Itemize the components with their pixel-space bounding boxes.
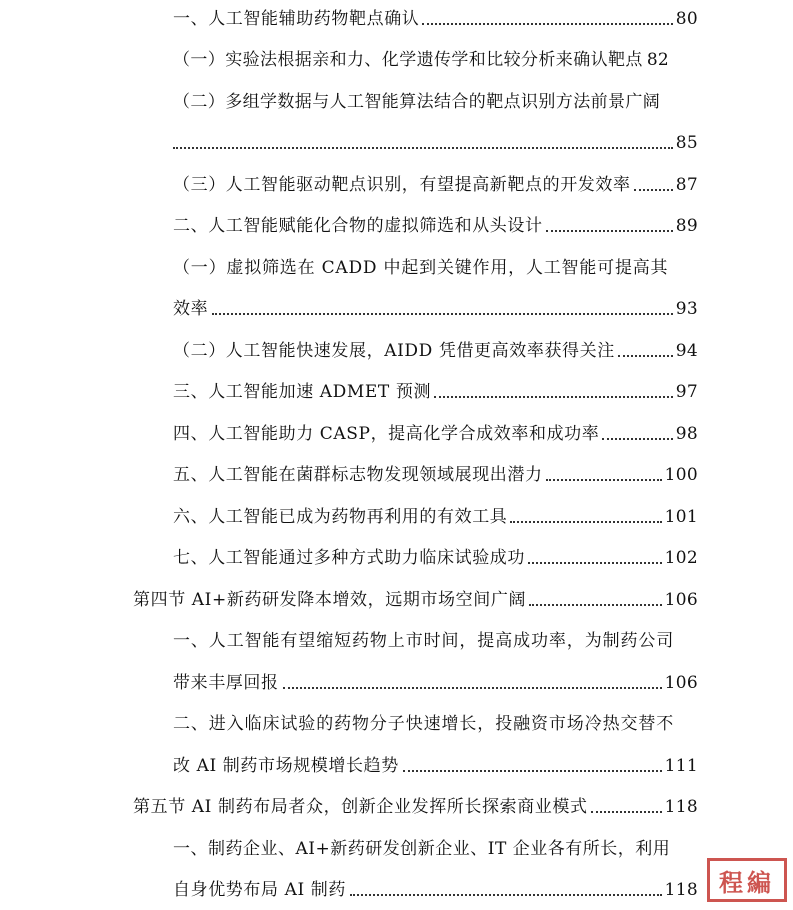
dot-leader	[434, 396, 673, 398]
dot-leader	[529, 604, 662, 606]
toc-entry-page: 87	[675, 175, 698, 195]
toc-entry[interactable]	[173, 207, 698, 237]
toc-entry-title: 改 AI 制药市场规模增长趋势	[173, 756, 399, 776]
toc-entry-page: 101	[664, 507, 698, 527]
toc-entry-page: 100	[664, 465, 698, 485]
dot-leader	[173, 147, 673, 149]
toc-entry-title: 一、人工智能辅助药物靶点确认	[173, 9, 420, 29]
dot-leader	[546, 230, 673, 232]
toc-entry-continuation[interactable]	[173, 747, 698, 777]
toc-entry-title: 七、人工智能通过多种方式助力临床试验成功	[173, 548, 525, 568]
toc-entry-title: （三）人工智能驱动靶点识别，有望提高新靶点的开发效率	[173, 175, 631, 195]
toc-entry[interactable]	[173, 373, 698, 403]
dot-leader	[403, 770, 662, 772]
toc-entry-title: （一）虚拟筛选在 CADD 中起到关键作用，人工智能可提高其	[173, 258, 669, 278]
toc-entry-title: 第五节 AI 制药布局者众，创新企业发挥所长探索商业模式	[133, 797, 588, 817]
toc-entry[interactable]	[173, 41, 698, 71]
toc-entry-title: 自身优势布局 AI 制药	[173, 880, 346, 900]
toc-section-entry[interactable]	[133, 788, 698, 818]
toc-entry[interactable]	[173, 249, 698, 279]
dot-leader	[212, 313, 673, 315]
toc-entry-title: 第四节 AI+新药研发降本增效，远期市场空间广阔	[133, 590, 527, 610]
toc-entry-page: 106	[664, 673, 698, 693]
toc-entry-title: 三、人工智能加速 ADMET 预测	[173, 382, 432, 402]
toc-entry-title: 一、制药企业、AI+新药研发创新企业、IT 企业各有所长，利用	[173, 839, 671, 859]
dot-leader	[528, 562, 662, 564]
toc-entry[interactable]	[173, 415, 698, 445]
toc-entry-title: 五、人工智能在菌群标志物发现领域展现出潜力	[173, 465, 543, 485]
dot-leader	[283, 687, 662, 689]
toc-entry[interactable]	[173, 622, 698, 652]
toc-entry[interactable]	[173, 830, 698, 860]
dot-leader	[350, 894, 662, 896]
toc-entry[interactable]	[173, 498, 698, 528]
toc-entry-page: 89	[675, 216, 698, 236]
dot-leader	[634, 189, 673, 191]
toc-section-entry[interactable]	[133, 581, 698, 611]
toc-entry[interactable]	[173, 83, 698, 113]
toc-entry-page: 102	[664, 548, 698, 568]
toc-entry[interactable]	[173, 0, 698, 30]
toc-entry-continuation[interactable]	[173, 664, 698, 694]
dot-leader	[422, 23, 672, 25]
toc-entry[interactable]	[173, 456, 698, 486]
toc-entry-page: 111	[664, 756, 698, 776]
toc-entry-page: 106	[664, 590, 698, 610]
toc-entry-title: 效率	[173, 299, 209, 319]
toc-entry-title: 四、人工智能助力 CASP，提高化学合成效率和成功率	[173, 424, 600, 444]
toc-entry-title: （二）人工智能快速发展，AIDD 凭借更高效率获得关注	[173, 341, 615, 361]
toc-entry[interactable]	[173, 166, 698, 196]
toc-entry-title: 六、人工智能已成为药物再利用的有效工具	[173, 507, 508, 527]
toc-entry-page: 118	[664, 797, 698, 817]
dot-leader	[591, 811, 662, 813]
dot-leader	[510, 521, 661, 523]
toc-entry-continuation[interactable]	[173, 124, 698, 154]
toc-entry-page: 80	[675, 9, 698, 29]
toc-entry-title: 二、进入临床试验的药物分子快速增长，投融资市场冷热交替不	[173, 714, 675, 734]
toc-entry-title: （二）多组学数据与人工智能算法结合的靶点识别方法前景广阔	[173, 92, 661, 112]
toc-entry-title: 带来丰厚回报	[173, 673, 279, 693]
toc-entry-page: 97	[675, 382, 698, 402]
toc-entry-page: 82	[646, 50, 670, 70]
dot-leader	[602, 438, 672, 440]
toc-entry-page: 118	[664, 880, 698, 900]
toc-entry-continuation[interactable]	[173, 871, 698, 901]
dot-leader	[618, 355, 673, 357]
stamp-text: 程編	[719, 868, 775, 897]
toc-entry[interactable]	[173, 705, 698, 735]
toc-entry-title: 二、人工智能赋能化合物的虚拟筛选和从头设计	[173, 216, 543, 236]
toc-entry-title: 一、人工智能有望缩短药物上市时间，提高成功率，为制药公司	[173, 631, 675, 651]
toc-entry-page: 93	[675, 299, 698, 319]
toc-entry-page: 85	[675, 133, 698, 153]
toc-entry-page: 98	[675, 424, 698, 444]
dot-leader	[546, 479, 662, 481]
toc-entry-page: 94	[675, 341, 698, 361]
toc-entry-continuation[interactable]	[173, 290, 698, 320]
watermark-stamp	[707, 858, 787, 902]
toc-entry-title: （一）实验法根据亲和力、化学遗传学和比较分析来确认靶点	[173, 50, 643, 70]
toc-entry[interactable]	[173, 332, 698, 362]
toc-entry[interactable]	[173, 539, 698, 569]
